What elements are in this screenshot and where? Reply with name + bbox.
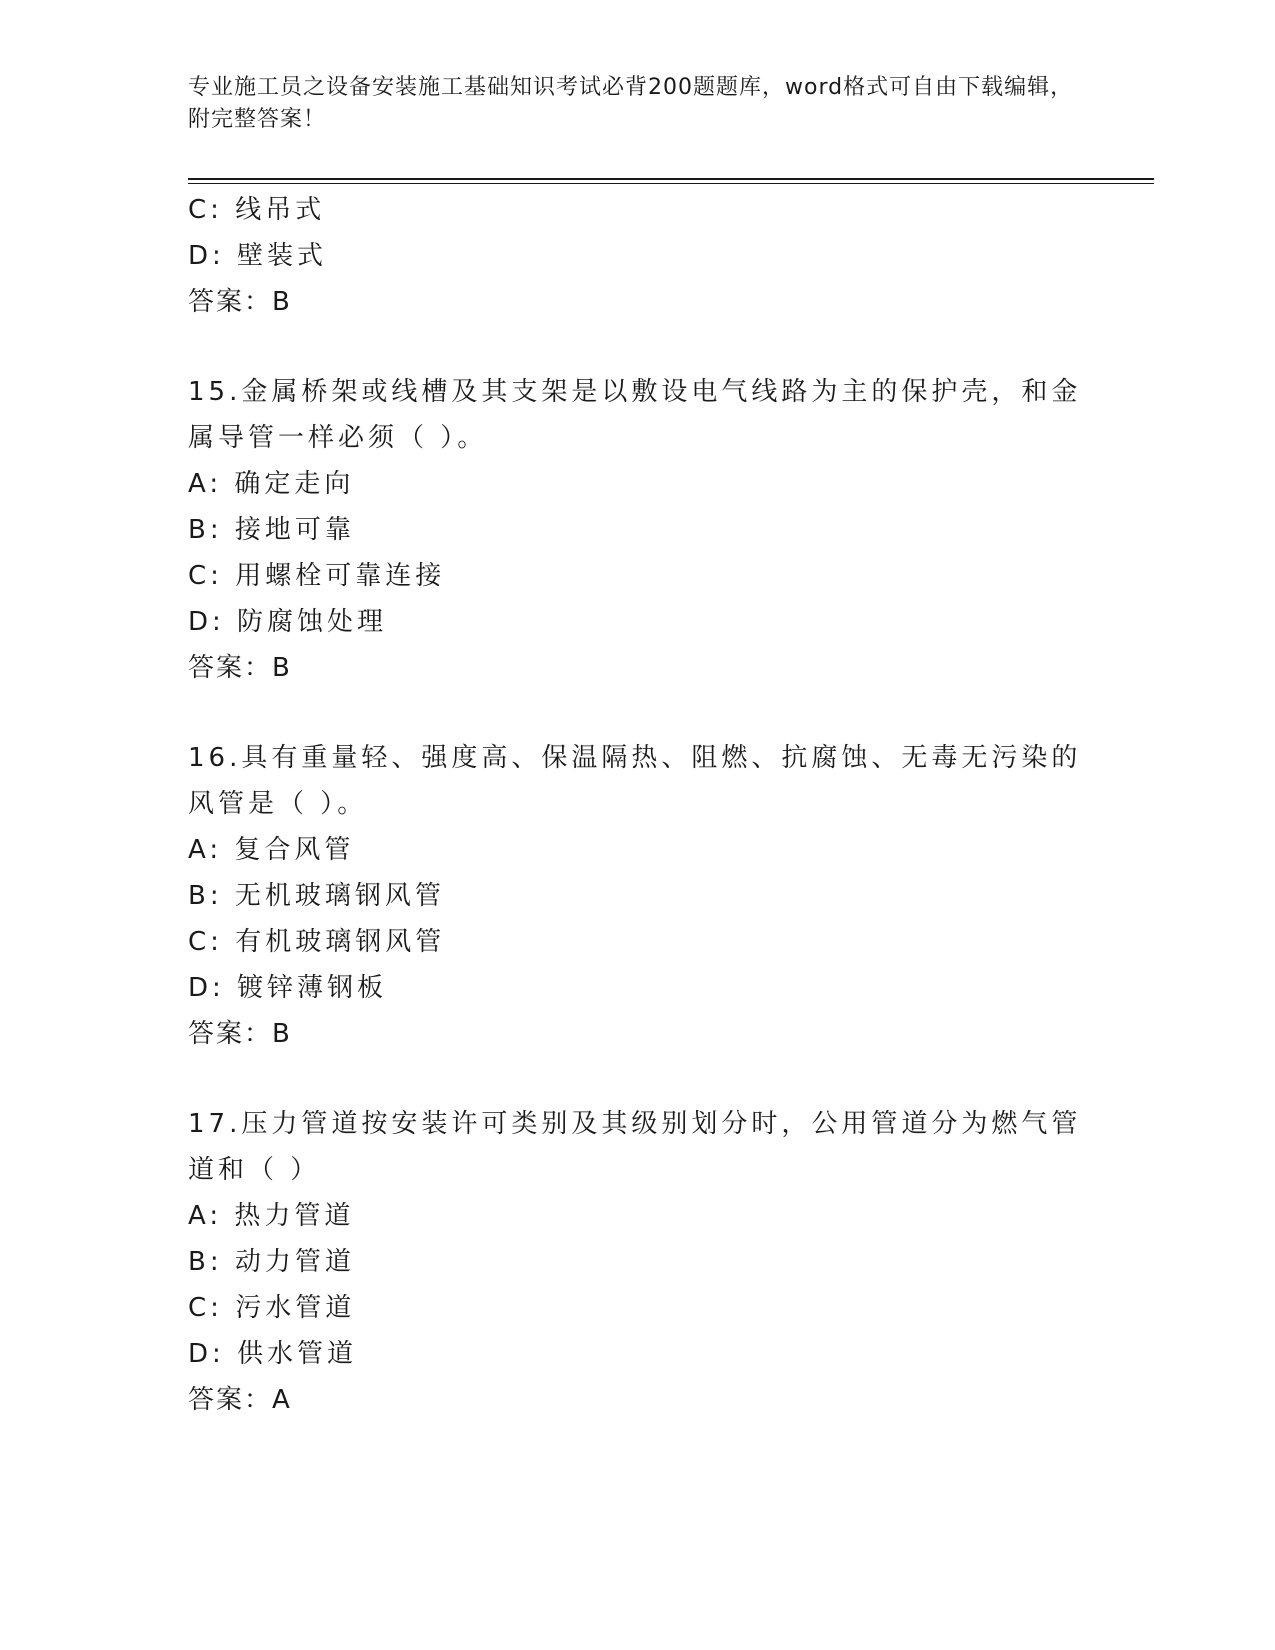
option-d: [188, 965, 1088, 1011]
spacer: [188, 691, 1088, 735]
answer-line: 答案：B: [188, 1019, 292, 1049]
option-letter: B:: [188, 1247, 223, 1277]
question-text: 具有重量轻、强度高、保温隔热、阻燃、抗腐蚀、无毒无污染的风管是（ ）。: [188, 743, 1082, 819]
option-d: [188, 233, 1088, 279]
answer-line: 答案：A: [188, 1385, 292, 1415]
option-text: 有机玻璃钢风管: [235, 927, 446, 957]
header-divider: [188, 178, 1154, 180]
option-text: 动力管道: [234, 1247, 355, 1277]
option-a: [188, 1193, 1088, 1239]
option-letter: C:: [188, 1293, 223, 1323]
option-letter: D:: [188, 1339, 225, 1369]
option-text: 壁装式: [237, 241, 328, 271]
document-body: [188, 187, 1088, 1423]
question-number: 15.: [188, 377, 242, 407]
option-letter: C:: [188, 195, 223, 225]
partial-question: [188, 187, 1088, 325]
question-17: [188, 1101, 1088, 1423]
option-c: [188, 187, 1088, 233]
option-text: 复合风管: [234, 835, 355, 865]
option-letter: A:: [188, 835, 223, 865]
header-divider-thin: [188, 183, 1154, 184]
option-c: [188, 919, 1088, 965]
question-stem: [188, 1101, 1088, 1193]
option-letter: D:: [188, 973, 225, 1003]
option-b: [188, 873, 1088, 919]
answer-line: 答案：B: [188, 287, 292, 317]
option-c: [188, 1285, 1088, 1331]
option-letter: A:: [188, 1201, 223, 1231]
option-d: [188, 1331, 1088, 1377]
option-letter: A:: [188, 469, 223, 499]
option-b: [188, 1239, 1088, 1285]
option-letter: B:: [188, 515, 223, 545]
option-text: 镀锌薄钢板: [237, 973, 388, 1003]
page-header-title: 专业施工员之设备安装施工基础知识考试必背200题题库，word格式可自由下载编辑，附完整答案！: [188, 75, 1074, 132]
option-text: 用螺栓可靠连接: [235, 561, 446, 591]
option-letter: D:: [188, 607, 225, 637]
question-16: [188, 735, 1088, 1057]
question-text: 金属桥架或线槽及其支架是以敷设电气线路为主的保护壳，和金属导管一样必须（ ）。: [188, 377, 1082, 453]
answer-line: 答案：B: [188, 653, 292, 683]
option-d: [188, 599, 1088, 645]
question-15: [188, 369, 1088, 691]
question-text: 压力管道按安装许可类别及其级别划分时，公用管道分为燃气管道和（ ）: [188, 1109, 1082, 1185]
option-a: [188, 827, 1088, 873]
option-text: 接地可靠: [234, 515, 355, 545]
option-text: 无机玻璃钢风管: [234, 881, 445, 911]
option-text: 确定走向: [234, 469, 355, 499]
option-letter: B:: [188, 881, 223, 911]
option-text: 热力管道: [234, 1201, 355, 1231]
question-number: 16.: [188, 743, 242, 773]
option-c: [188, 553, 1088, 599]
question-stem: [188, 735, 1088, 827]
option-text: 污水管道: [235, 1293, 356, 1323]
option-text: 防腐蚀处理: [237, 607, 388, 637]
option-text: 线吊式: [235, 195, 326, 225]
option-a: [188, 461, 1088, 507]
spacer: [188, 1057, 1088, 1101]
question-number: 17.: [188, 1109, 242, 1139]
option-text: 供水管道: [237, 1339, 358, 1369]
option-b: [188, 507, 1088, 553]
option-letter: C:: [188, 561, 223, 591]
question-stem: [188, 369, 1088, 461]
option-letter: C:: [188, 927, 223, 957]
spacer: [188, 325, 1088, 369]
option-letter: D:: [188, 241, 225, 271]
